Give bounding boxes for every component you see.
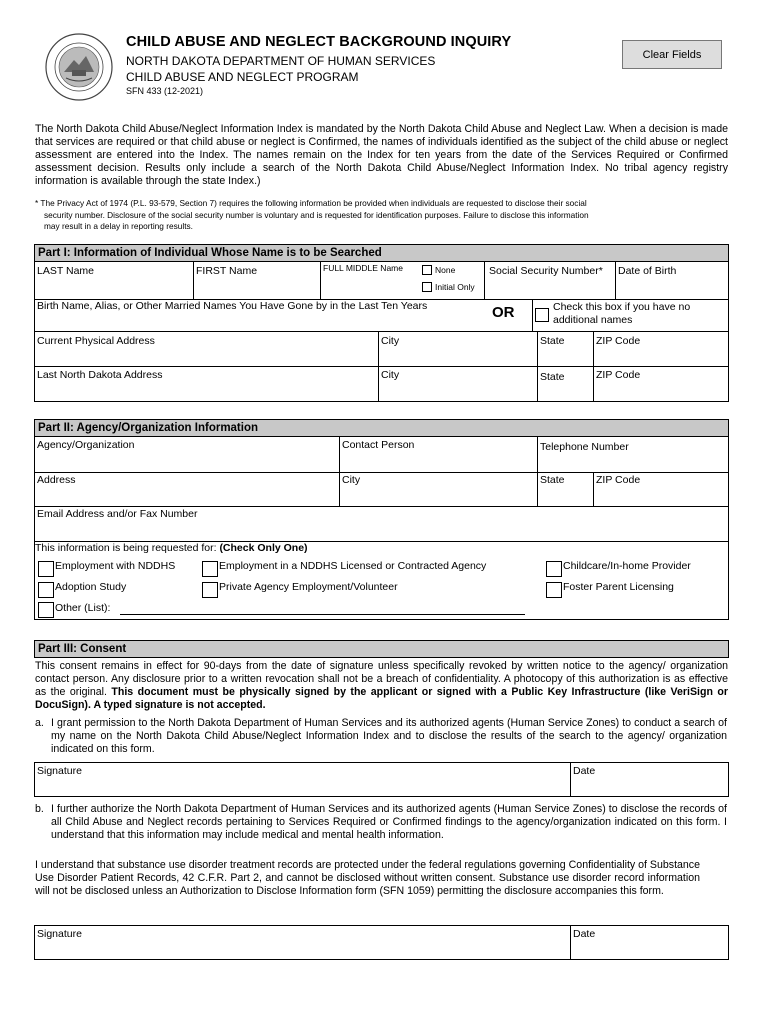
item-b-text: I further authorize the North Dakota Department of Human Services and its authorized agents (Human Service Zones) to disclose the records of all Child Abuse and Neglect records pertaining to Services Required or Confirmed findings to the agency/organization indicated on this form. I understand that this information may include medical and mental health information. — [51, 803, 727, 841]
adoption-label: Adoption Study — [55, 581, 127, 593]
agency-address-label: Address — [37, 474, 76, 486]
signature-box-a — [34, 762, 729, 797]
privacy-line-3: may result in a delay in reporting results. — [44, 221, 193, 231]
other-label: Other (List): — [55, 602, 111, 614]
consent-bold-text: This document must be physically signed by the applicant or signed with a Public Key Infrastructure (like VeriSign or DocuSign). A typed signature is not accepted. — [35, 686, 728, 711]
employment-nddhs-checkbox[interactable] — [38, 561, 54, 577]
requested-for-label — [35, 542, 308, 554]
date-a-label: Date — [573, 765, 596, 777]
employment-nddhs-label: Employment with NDDHS — [55, 560, 176, 572]
item-a-marker: a. — [35, 717, 44, 729]
consent-paragraph — [35, 660, 728, 712]
no-additional-label-2: additional names — [553, 314, 633, 326]
dob-label: Date of Birth — [618, 265, 677, 277]
signature-b-label: Signature — [37, 928, 82, 940]
part1-table — [34, 261, 729, 402]
department-name: NORTH DAKOTA DEPARTMENT OF HUMAN SERVICES — [126, 54, 436, 68]
form-title: CHILD ABUSE AND NEGLECT BACKGROUND INQUIRY — [126, 34, 512, 50]
none-label: None — [435, 265, 456, 275]
agency-city-label: City — [342, 474, 361, 486]
privacy-notice — [35, 198, 728, 233]
state-seal-logo — [44, 32, 114, 102]
ssn-label: Social Security Number* — [489, 265, 603, 277]
privacy-line-2: security number. Disclosure of the social security number is voluntary and is requested for identification purposes. Failure to disclose this information — [44, 209, 589, 220]
employment-licensed-checkbox[interactable] — [202, 561, 218, 577]
signature-box-b — [34, 925, 729, 960]
program-name: CHILD ABUSE AND NEGLECT PROGRAM — [126, 70, 359, 84]
date-b-label: Date — [573, 928, 596, 940]
foster-parent-checkbox[interactable] — [546, 582, 562, 598]
or-label: OR — [492, 304, 515, 321]
part3-heading: Part III: Consent — [34, 640, 729, 658]
phone-label: Telephone Number — [540, 441, 629, 453]
part1-heading: Part I: Information of Individual Whose Name is to be Searched — [34, 244, 729, 262]
requested-for-text: This information is being requested for: — [35, 542, 220, 554]
last-name-label: LAST Name — [37, 265, 94, 277]
childcare-checkbox[interactable] — [546, 561, 562, 577]
birth-names-label: Birth Name, Alias, or Other Married Names You Have Gone by in the Last Ten Years — [37, 300, 428, 312]
nd-state-label: State — [540, 371, 565, 383]
part2-table — [34, 436, 729, 620]
private-agency-label: Private Agency Employment/Volunteer — [219, 581, 398, 593]
check-one-text: (Check Only One) — [219, 542, 308, 554]
current-city-label: City — [381, 335, 400, 347]
foster-parent-label: Foster Parent Licensing — [563, 581, 674, 593]
part2-heading: Part II: Agency/Organization Information — [34, 419, 729, 437]
initial-only-label: Initial Only — [435, 282, 475, 292]
clear-fields-button[interactable]: Clear Fields — [622, 40, 722, 69]
nd-zip-label: ZIP Code — [596, 369, 641, 381]
first-name-label: FIRST Name — [196, 265, 258, 277]
agency-state-label: State — [540, 474, 565, 486]
consent-text: This consent remains in effect for 90-days from the date of signature unless specifically revoked by written notice to the agency/ organization contact person. Any disclosure prior to a written revocation shall not be a breach of confidentiality. A photocopy of this authorization is as effective as the original. — [35, 660, 728, 698]
other-list-line[interactable] — [120, 614, 525, 615]
agency-zip-label: ZIP Code — [596, 474, 641, 486]
contact-label: Contact Person — [342, 439, 415, 451]
form-number: SFN 433 (12-2021) — [126, 86, 204, 96]
current-state-label: State — [540, 335, 565, 347]
signature-a-label: Signature — [37, 765, 82, 777]
substance-use-paragraph: I understand that substance use disorder treatment records are protected under the federal regulations governing Confidentiality of Substance Use Disorder Patient Records, 42 C.F.R. Part 2, and cannot be disclosed without written consent. Substance use disorder record information will not be disclosed unless an Authorization to Disclose Information form (SFN 1059) permitting the disclosure accompanies this form. — [35, 859, 700, 897]
employment-licensed-label: Employment in a NDDHS Licensed or Contracted Agency — [219, 560, 487, 572]
initial-only-checkbox[interactable] — [422, 282, 432, 292]
nd-city-label: City — [381, 369, 400, 381]
middle-name-label: FULL MIDDLE Name — [323, 263, 403, 273]
email-fax-label: Email Address and/or Fax Number — [37, 508, 198, 520]
no-additional-names-checkbox[interactable] — [535, 308, 549, 322]
no-additional-label-1: Check this box if you have no — [553, 301, 691, 313]
private-agency-checkbox[interactable] — [202, 582, 218, 598]
other-checkbox[interactable] — [38, 602, 54, 618]
agency-label: Agency/Organization — [37, 439, 135, 451]
item-a-text: I grant permission to the North Dakota Department of Human Services and its authorized agents (Human Service Zones) to conduct a search of my name on the North Dakota Child Abuse/Neglect Information Index and to disclose the results of the search to the agency/ organization indicated on this form. — [51, 717, 727, 755]
last-nd-address-label: Last North Dakota Address — [37, 369, 163, 381]
item-b-marker: b. — [35, 803, 44, 815]
privacy-line-1: * The Privacy Act of 1974 (P.L. 93-579, Section 7) requires the following information be provided when individuals are requested to disclose their social — [35, 198, 587, 208]
intro-paragraph: The North Dakota Child Abuse/Neglect Information Index is mandated by the North Dakota Child Abuse and Neglect Law. When a decision is made that services are required or that child abuse or neglect is Confirmed, the names of individuals identified as the subject of the child abuse or neglect assessment are entered into the Index. The names remain on the Index for ten years from the date of the Services Required or Confirmed assessment decision. Results only include a search of the North Dakota Child Abuse/Neglect Information Index. No tribal agency registry information is available through the state Index.) — [35, 123, 728, 187]
none-checkbox[interactable] — [422, 265, 432, 275]
current-zip-label: ZIP Code — [596, 335, 641, 347]
adoption-checkbox[interactable] — [38, 582, 54, 598]
current-address-label: Current Physical Address — [37, 335, 155, 347]
childcare-label: Childcare/In-home Provider — [563, 560, 691, 572]
